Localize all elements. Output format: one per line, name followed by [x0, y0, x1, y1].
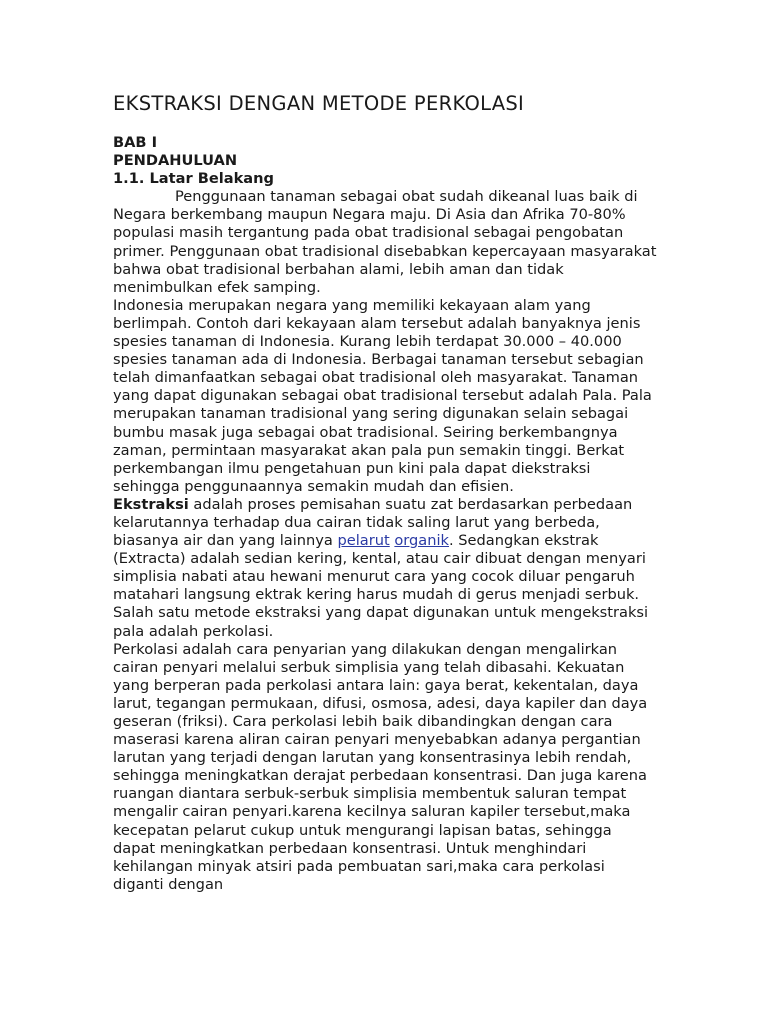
section-heading: 1.1. Latar Belakang — [113, 170, 274, 188]
chapter-title: PENDAHULUAN — [113, 152, 238, 170]
paragraph-usage-text: Penggunaan tanaman sebagai obat sudah dikeanal luas baik di Negara berkembang maupun Negara maju. Di Asia dan Afrika 70-80% populasi masih tergantung pada obat tradisional sebagai pengobatan primer. Penggunaan obat tradisional disebabkan kepercayaan masyarakat bahwa obat tradisional berbahan alami, lebih aman dan tidak menimbulkan efek samping. — [113, 188, 657, 296]
link-organik[interactable]: organik — [394, 532, 450, 550]
term-ekstraksi: Ekstraksi — [113, 495, 189, 513]
link-pelarut[interactable]: pelarut — [337, 532, 390, 550]
paragraph-percolation: Perkolasi adalah cara penyarian yang dilakukan dengan mengalirkan cairan penyari melalui serbuk simplisia yang telah dibasahi. Kekuatan yang berperan pada perkolasi antara lain: gaya berat, kekentalan, daya larut, tegangan permukaan, difusi, osmosa, adesi, daya kapiler dan daya geseran (friksi). Cara perkolasi lebih baik dibandingkan dengan cara maserasi karena aliran cairan penyari menyebabkan adanya pergantian larutan yang terjadi dengan larutan yang konsentrasinya lebih rendah, sehingga meningkatkan derajat perbedaan konsentrasi. Dan juga karena ruangan diantara serbuk-serbuk simplisia membentuk saluran tempat mengalir cairan penyari.karena kecilnya saluran kapiler tersebut,maka kecepatan pelarut cukup untuk mengurangi lapisan batas, sehingga dapat meningkatkan perbedaan konsentrasi. Untuk menghindari kehilangan minyak atsiri pada pembuatan sari,maka cara perkolasi diganti dengan — [113, 640, 648, 893]
paragraph-indonesia: Indonesia merupakan negara yang memiliki kekayaan alam yang berlimpah. Contoh dari kekayaan alam tersebut adalah banyaknya jenis spesies tanaman di Indonesia. Kurang lebih terdapat 30.000 – 40.000 spesies tanaman ada di Indonesia. Berbagai tanaman tersebut sebagian telah dimanfaatkan sebagai obat tradisional oleh masyarakat. Tanaman yang dapat digunakan sebagai obat tradisional tersebut adalah Pala. Pala merupakan tanaman tradisional yang sering digunakan selain sebagai bumbu masak juga sebagai obat tradisional. Seiring berkembangnya zaman, permintaan masyarakat akan pala pun semakin tinggi. Berkat perkembangan ilmu pengetahuan pun kini pala dapat diekstraksi sehingga penggunaannya semakin mudah dan efisien. — [113, 296, 652, 495]
paragraph-extraction — [113, 496, 658, 641]
document-title: EKSTRAKSI DENGAN METODE PERKOLASI — [113, 92, 525, 115]
paragraph-extraction-text-1: adalah proses pemisahan suatu zat berdasarkan perbedaan kelarutannya terhadap dua cairan tidak saling larut yang berbeda, biasanya air dan yang lainnya — [113, 495, 633, 550]
document-body — [113, 134, 658, 894]
chapter-number: BAB I — [113, 134, 158, 151]
paragraph-extraction-text-2: . Sedangkan ekstrak (Extracta) adalah sedian kering, kental, atau cair dibuat dengan menyari simplisia nabati atau hewani menurut cara yang cocok diluar pengaruh matahari langsung ektrak kering harus mudah di gerus menjadi serbuk. Salah satu metode ekstraksi yang dapat digunakan untuk mengekstraksi pala adalah perkolasi. — [113, 532, 649, 640]
paragraph-usage — [113, 188, 658, 297]
